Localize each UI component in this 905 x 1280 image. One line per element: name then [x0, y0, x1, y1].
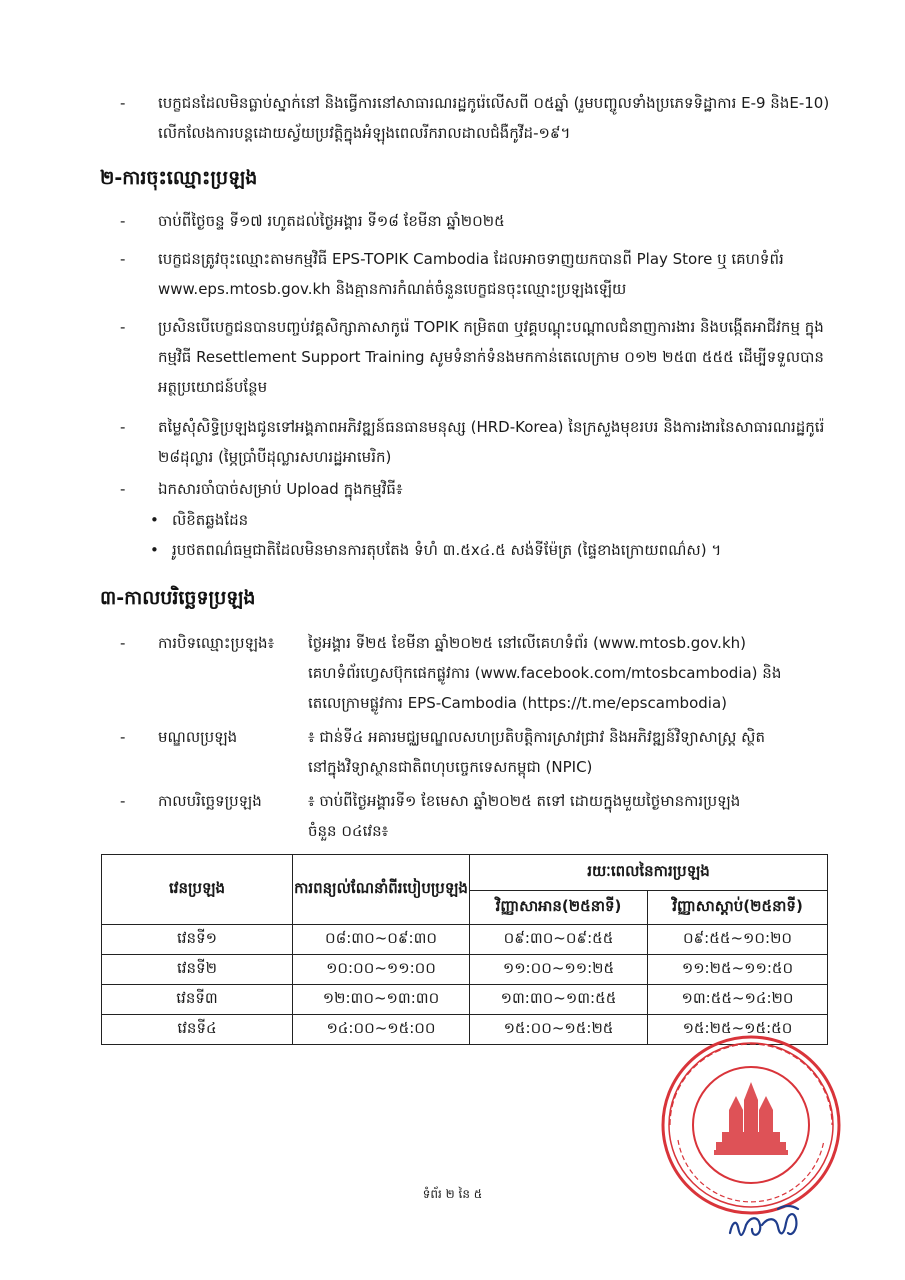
item-text: បេក្ខជនត្រូវចុះឈ្មោះតាមកម្មវិធី EPS-TOPIK Cambodia ដែលអាចទាញយកបានពី Play Store ឬ គេហទំព័រ www.eps.mtosb.gov.kh និងគ្មានការកំណត់ចំនួនបេក្ខជនចុះឈ្មោះប្រឡងឡើយ: [158, 250, 784, 298]
row-value: [308, 786, 850, 846]
schedule-row-date: [120, 786, 850, 846]
cell-session: វេនទី២: [102, 955, 293, 985]
table-row: [102, 925, 828, 955]
section-2-heading: ២-ការចុះឈ្មោះប្រឡង: [100, 167, 258, 189]
cell-session: វេនទី៣: [102, 985, 293, 1015]
row-label: មណ្ឌលប្រឡង: [158, 728, 238, 746]
row-value: [308, 628, 850, 718]
cell-listening: ០៩:៥៥~១០:២០: [648, 925, 828, 955]
item-text: ចាប់ពីថ្ងៃចន្ទ ទី១៧ រហូតដល់ថ្ងៃអង្គារ ទី១៨ ខែមីនា ឆ្នាំ២០២៥: [158, 212, 505, 230]
document-item-photo: [150, 536, 840, 564]
cell-session: វេនទី១: [102, 925, 293, 955]
bullet-dot-icon: •: [150, 511, 159, 529]
row-line: តេលេក្រាមផ្លូវការ EPS-Cambodia (https://t.me/epscambodia): [308, 694, 727, 712]
header-reading: វិញ្ញាសាអាន(២៥នាទី): [470, 891, 648, 925]
item-text: តម្លៃសុំសិទ្ធិប្រឡងជូនទៅអង្គភាពអភិវឌ្ឍន៍ធនធានមនុស្ស (HRD-Korea) នៃក្រសួងមុខរបរ និងការងារនៃសាធារណរដ្ឋកូរ៉េ ២៨ដុល្លារ (ម្ភៃប្រាំបីដុល្លារសហរដ្ឋអាមេរិក): [158, 418, 825, 466]
header-listening: វិញ្ញាសាស្តាប់(២៥នាទី): [648, 891, 828, 925]
bullet-dash: -: [120, 318, 126, 336]
bullet-dash: -: [120, 94, 126, 112]
row-line: ថ្ងៃអង្គារ ទី២៥ ខែមីនា ឆ្នាំ២០២៥ នៅលើគេហទំព័រ (www.mtosb.gov.kh): [308, 634, 746, 652]
cell-session: វេនទី៤: [102, 1015, 293, 1045]
cell-reading: ០៩:៣០~០៩:៥៥: [470, 925, 648, 955]
bullet-dash: -: [120, 728, 126, 746]
bullet-dash: -: [120, 250, 126, 268]
cell-guidance: ១០:០០~១១:០០: [293, 955, 470, 985]
table-row: [102, 985, 828, 1015]
intro-bullet: [120, 88, 840, 148]
document-text: លិខិតឆ្លងដែន: [172, 511, 249, 529]
page-number: ទំព័រ ២ នៃ ៥: [422, 1187, 483, 1201]
section-2-item-2: [120, 244, 840, 304]
row-line: នៅក្នុងវិទ្យាស្ថានជាតិពហុបច្ចេកទេសកម្ពុជា (NPIC): [308, 758, 593, 776]
exam-schedule-table: [101, 854, 828, 1045]
cell-reading: ១៥:០០~១៥:២៥: [470, 1015, 648, 1045]
row-line: ៖ ជាន់ទី៤ អគារមជ្ឈមណ្ឌលសហប្រតិបត្តិការស្រាវជ្រាវ និងអភិវឌ្ឍន៍វិទ្យាសាស្ត្រ ស្ថិត: [308, 728, 765, 746]
cell-listening: ១៣:៥៥~១៤:២០: [648, 985, 828, 1015]
header-guidance: ការពន្យល់ណែនាំពីរបៀបប្រឡង: [293, 855, 470, 925]
cell-guidance: ០៨:៣០~០៩:៣០: [293, 925, 470, 955]
intro-text: បេក្ខជនដែលមិនធ្លាប់ស្នាក់នៅ និងធ្វើការនៅសាធារណរដ្ឋកូរ៉េលើសពី ០៥ឆ្នាំ (រួមបញ្ចូលទាំងប្រភេទទិដ្ឋាការ E-9 និងE-10) លើកលែងការបន្តដោយស្វ័យប្រវត្តិក្នុងអំឡុងពេលរីករាលដាលជំងឺកូវីដ-១៩។: [158, 94, 830, 142]
bullet-dot-icon: •: [150, 541, 159, 559]
cell-reading: ១១:០០~១១:២៥: [470, 955, 648, 985]
row-value: [308, 722, 850, 782]
section-2-item-4: [120, 412, 840, 472]
bullet-dash: -: [120, 418, 126, 436]
item-text: ឯកសារចាំបាច់សម្រាប់ Upload ក្នុងកម្មវិធី៖: [158, 480, 403, 498]
row-line: ៖ ចាប់ពីថ្ងៃអង្គារទី១ ខែមេសា ឆ្នាំ២០២៥ តទៅ ដោយក្នុងមួយថ្ងៃមានការប្រឡង: [308, 792, 741, 810]
schedule-row-center: [120, 722, 850, 782]
table-row: [102, 955, 828, 985]
row-line: ចំនួន ០៤វេន៖: [308, 822, 389, 840]
bullet-dash: -: [120, 792, 126, 810]
schedule-row-posting: [120, 628, 850, 718]
row-line: គេហទំព័រហ្វេសប៊ុកផេកផ្លូវការ (www.facebook.com/mtosbcambodia) និង: [308, 664, 782, 682]
cell-guidance: ១៤:០០~១៥:០០: [293, 1015, 470, 1045]
section-2-item-3: [120, 312, 840, 402]
bullet-dash: -: [120, 212, 126, 230]
row-label: កាលបរិច្ឆេទប្រឡង: [158, 792, 262, 810]
section-3-heading: ៣-កាលបរិច្ឆេទប្រឡង: [100, 587, 256, 609]
signature-icon: [722, 1195, 812, 1255]
bullet-dash: -: [120, 480, 126, 498]
cell-listening: ១១:២៥~១១:៥០: [648, 955, 828, 985]
cell-listening: ១៥:២៥~១៥:៥០: [648, 1015, 828, 1045]
section-2-item-5: [120, 474, 840, 504]
row-label: ការបិទឈ្មោះប្រឡង៖: [158, 634, 275, 652]
header-session: វេនប្រឡង: [102, 855, 293, 925]
cell-reading: ១៣:៣០~១៣:៥៥: [470, 985, 648, 1015]
header-duration: រយៈពេលនៃការប្រឡង: [470, 855, 828, 891]
document-item-passport: [150, 506, 840, 534]
item-text: ប្រសិនបើបេក្ខជនបានបញ្ចប់វគ្គសិក្សាភាសាកូរ៉េ TOPIK កម្រិត៣ ឬវគ្គបណ្តុះបណ្តាលជំនាញការងារ និងបង្កើតអាជីវកម្ម ក្នុងកម្មវិធី Resettlement Support Training សូមទំនាក់ទំនងមកកាន់តេលេក្រាម ០១២ ២៥៣ ៥៥៥ ដើម្បីទទួលបានអត្ថប្រយោជន៍បន្ថែម: [158, 318, 824, 396]
document-text: រូបថតពណ៌ធម្មជាតិដែលមិនមានការតុបតែង ទំហំ ៣.៥x៤.៥ សង់ទីម៉ែត្រ (ផ្ទៃខាងក្រោយពណ៌ស) ។: [172, 541, 722, 559]
cell-guidance: ១២:៣០~១៣:៣០: [293, 985, 470, 1015]
section-2-item-1: [120, 206, 840, 236]
bullet-dash: -: [120, 634, 126, 652]
